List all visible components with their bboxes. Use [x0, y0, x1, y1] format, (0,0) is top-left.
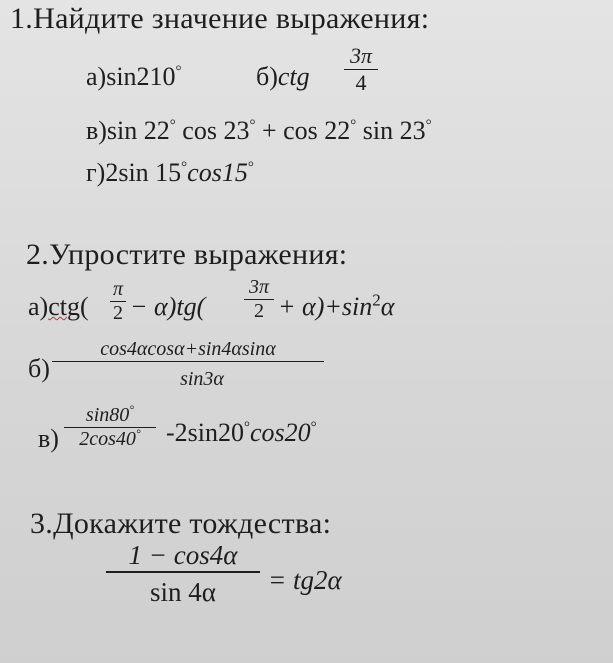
- degree-sign: °: [129, 402, 135, 417]
- task2-a-plus-alpha: + α)+sin: [278, 292, 373, 321]
- task2-a-prefix: а): [28, 292, 49, 321]
- fraction-denominator: 4: [355, 70, 367, 95]
- fraction-numerator: 1 − cos4α: [128, 540, 238, 570]
- fraction-numerator: π: [112, 278, 124, 300]
- task2-v-prefix: в): [38, 424, 59, 453]
- fraction-denominator: sin3α: [180, 368, 224, 390]
- degree-sign: °: [169, 117, 176, 134]
- fraction-denominator: 2: [113, 302, 123, 324]
- task2-b-prefix: б): [28, 354, 50, 383]
- task3-rhs: = tg2α: [268, 565, 342, 595]
- degree-sign: °: [247, 159, 254, 176]
- degree-sign: °: [310, 419, 317, 436]
- task2-v-rest1: -2sin20: [166, 418, 244, 447]
- fraction-denominator: [106, 577, 260, 608]
- task1-v-part1: в)sin 22: [86, 116, 170, 145]
- degree-sign: °: [135, 426, 141, 441]
- task1-g-part2: cos15: [187, 158, 248, 187]
- task2-a-end: [278, 292, 394, 322]
- task2-item-a-start: [28, 292, 89, 322]
- fraction-bar: [106, 571, 260, 573]
- alpha: α: [380, 292, 395, 321]
- task2-v-den-text: 2cos40: [79, 428, 136, 450]
- task1-v-part3: + cos 22: [255, 116, 351, 145]
- fraction-numerator: 3π: [349, 43, 373, 68]
- fraction-denominator: [64, 428, 156, 451]
- task1-b-prefix: б): [256, 62, 278, 91]
- task2-v-num-text: sin80: [85, 404, 130, 426]
- fraction-numerator: [64, 404, 156, 427]
- fraction-bar: [52, 361, 324, 362]
- task3-den-text: sin 4α: [150, 577, 216, 607]
- task1-title: 1.Найдите значение выражения:: [10, 2, 430, 35]
- task2-v-rest2: cos20: [250, 418, 311, 447]
- degree-sign: °: [425, 117, 432, 134]
- task2-a-ctg: ctg: [48, 292, 80, 321]
- fraction-numerator: 3π: [248, 276, 270, 298]
- task1-item-g: [86, 158, 254, 188]
- task2-v-rest: [166, 418, 317, 448]
- task2-a-fraction2: [244, 276, 274, 323]
- degree-sign: °: [350, 117, 357, 134]
- degree-sign: °: [244, 419, 250, 436]
- paren: (: [79, 292, 89, 321]
- task1-v-part4: sin 23: [356, 116, 426, 145]
- task1-g-part1: г)2sin 15: [86, 158, 182, 187]
- task1-a-text: а)sin210: [86, 62, 176, 91]
- task2-a-minus-alpha: − α)tg(: [130, 292, 206, 321]
- task1-v-part2: cos 23: [175, 116, 250, 145]
- degree-sign: °: [249, 117, 256, 134]
- task2-v-fraction: [64, 404, 156, 451]
- exponent: 2: [372, 290, 381, 310]
- task1-item-a: [86, 62, 182, 92]
- task2-b-fraction: [52, 338, 324, 391]
- task1-item-b: [256, 62, 310, 92]
- task2-a-middle: [130, 292, 205, 322]
- degree-sign: °: [181, 159, 188, 176]
- task3-fraction: [106, 540, 260, 608]
- fraction-numerator: cos4αcosα+sin4αsinα: [100, 338, 276, 360]
- task2-a-fraction1: [110, 278, 126, 325]
- task2-title: 2.Упростите выражения:: [26, 238, 348, 271]
- degree-sign: °: [175, 63, 182, 80]
- fraction-denominator: 2: [254, 300, 264, 322]
- task3-title: 3.Докажите тождества:: [30, 507, 332, 540]
- task1-b-fraction: [344, 43, 378, 96]
- task1-item-v: [86, 116, 432, 146]
- task1-b-func: ctg: [277, 62, 310, 91]
